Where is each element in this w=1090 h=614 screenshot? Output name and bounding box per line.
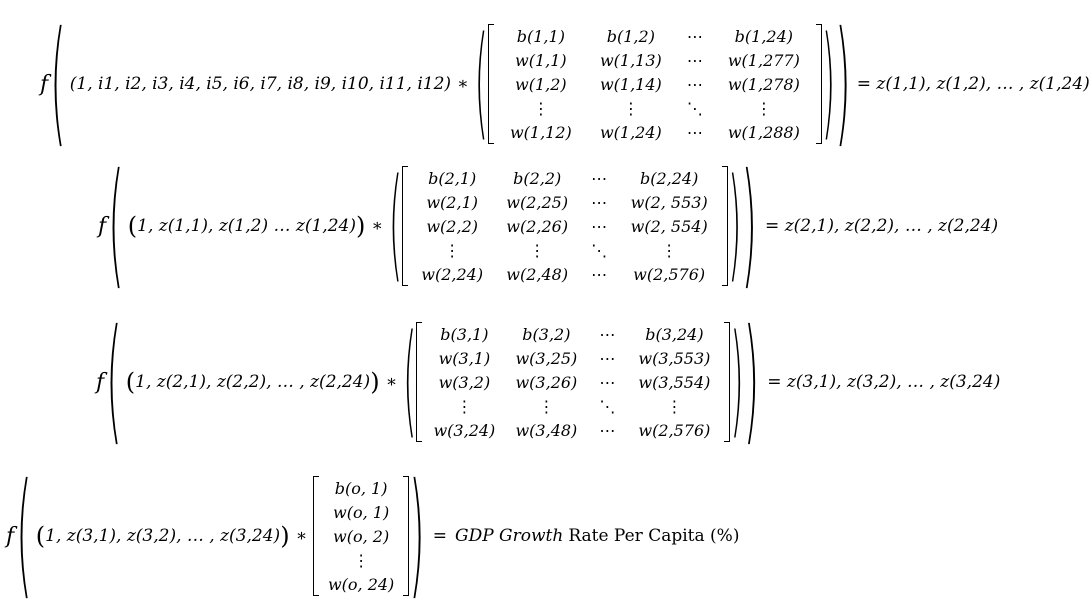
matrix-cell: w(2, 554) xyxy=(630,216,708,236)
matrix-cell: w(o, 1) xyxy=(333,502,390,522)
matrix-cell: w(2,576) xyxy=(638,420,711,440)
matrix-cell: b(2,2) xyxy=(513,168,562,188)
matrix-cell: w(1,24) xyxy=(599,122,662,142)
matrix-cell: w(3,24) xyxy=(433,420,496,440)
vector-left-paren: ( xyxy=(127,212,138,240)
matrix-cell: ⋯ xyxy=(591,264,608,284)
matrix-cell: b(3,2) xyxy=(522,324,571,344)
matrix-cell: w(3,1) xyxy=(438,348,491,368)
matrix-cell: ⋯ xyxy=(599,420,616,440)
matrix-cell: ⋯ xyxy=(686,122,703,142)
matrix-grid xyxy=(319,476,403,596)
weight-matrix xyxy=(402,166,728,286)
matrix-left-paren: ( xyxy=(474,12,488,157)
multiply-operator: ∗ xyxy=(457,74,469,94)
vector-right-paren: ) xyxy=(280,522,290,550)
multiply-operator: ∗ xyxy=(295,526,308,546)
matrix-cell: ⋯ xyxy=(686,74,703,94)
matrix-grid xyxy=(408,166,722,286)
matrix-cell: w(2,1) xyxy=(426,192,478,212)
equation-layer-2 xyxy=(98,147,999,305)
gdp-growth-label: GDP Growth xyxy=(454,526,564,546)
outer-right-paren: ) xyxy=(835,5,851,163)
matrix-cell: ⋯ xyxy=(599,348,616,368)
input-vector: 1, z(1,1), z(1,2) … z(1,24) xyxy=(137,216,356,236)
equals-sign: = xyxy=(432,526,447,546)
matrix-right-paren: ) xyxy=(730,310,744,454)
matrix-cell: w(2,25) xyxy=(506,192,569,212)
matrix-cell: w(1,1) xyxy=(515,50,567,70)
rate-per-capita-label: Rate Per Capita (%) xyxy=(568,526,740,546)
matrix-cell: b(3,1) xyxy=(440,324,489,344)
weight-matrix xyxy=(488,24,822,144)
matrix-grid xyxy=(494,24,816,144)
matrix-cell: ⋯ xyxy=(591,216,608,236)
matrix-cell: w(1,278) xyxy=(727,74,800,94)
matrix-cell: ⋮ xyxy=(661,240,678,260)
matrix-cell: w(1,277) xyxy=(727,50,800,70)
matrix-cell: w(1,14) xyxy=(599,74,662,94)
activation-function: f xyxy=(6,523,15,549)
matrix-cell: w(2,48) xyxy=(506,264,569,284)
input-vector: 1, z(2,1), z(2,2), … , z(2,24) xyxy=(135,372,371,392)
matrix-cell: b(1,2) xyxy=(606,26,655,46)
matrix-cell: ⋯ xyxy=(686,26,703,46)
outer-right-paren: ) xyxy=(741,147,758,305)
matrix-cell: w(2,26) xyxy=(506,216,569,236)
matrix-cell: w(1,2) xyxy=(515,74,567,94)
matrix-cell: w(1,13) xyxy=(599,50,662,70)
matrix-cell: b(1,1) xyxy=(516,26,565,46)
matrix-cell: ⋮ xyxy=(529,240,546,260)
matrix-cell: ⋮ xyxy=(538,396,555,416)
matrix-cell: w(3,25) xyxy=(515,348,578,368)
equation-layer-1 xyxy=(40,5,1090,163)
matrix-cell: ⋯ xyxy=(686,50,703,70)
activation-function: f xyxy=(40,71,49,97)
matrix-cell: ⋮ xyxy=(444,240,461,260)
multiply-operator: ∗ xyxy=(371,216,383,236)
matrix-cell: b(2,24) xyxy=(639,168,699,188)
vector-left-paren: ( xyxy=(125,368,136,396)
matrix-cell: ⋮ xyxy=(755,98,772,118)
output-weight-vector xyxy=(313,476,409,596)
matrix-grid xyxy=(422,322,724,442)
matrix-cell: ⋮ xyxy=(353,550,370,570)
matrix-cell: b(2,1) xyxy=(428,168,477,188)
matrix-cell: ⋯ xyxy=(599,324,616,344)
equation-layer-3 xyxy=(96,303,1001,461)
vector-left-paren: ( xyxy=(35,522,46,550)
layer-output: = z(3,1), z(3,2), … , z(3,24) xyxy=(767,372,1001,392)
vector-right-paren: ) xyxy=(355,212,366,240)
input-vector: 1, z(3,1), z(3,2), … , z(3,24) xyxy=(45,526,281,546)
vector-right-paren: ) xyxy=(370,368,380,396)
layer-output: = z(2,1), z(2,2), … , z(2,24) xyxy=(765,216,999,236)
matrix-cell: ⋱ xyxy=(599,396,616,416)
matrix-cell: ⋯ xyxy=(591,168,608,188)
matrix-left-paren: ( xyxy=(403,310,417,454)
outer-left-paren: ( xyxy=(106,303,122,461)
matrix-cell: w(3,553) xyxy=(638,348,711,368)
matrix-cell: b(3,24) xyxy=(645,324,704,344)
equation-output-layer xyxy=(6,457,740,614)
matrix-cell: ⋮ xyxy=(666,396,683,416)
matrix-cell: b(1,24) xyxy=(734,26,794,46)
layer-output: = z(1,1), z(1,2), … , z(1,24) xyxy=(856,74,1090,94)
outer-left-paren: ( xyxy=(108,147,124,305)
matrix-left-paren: ( xyxy=(388,154,403,298)
matrix-cell: ⋱ xyxy=(591,240,608,260)
activation-function: f xyxy=(98,213,107,239)
matrix-cell: ⋯ xyxy=(599,372,616,392)
outer-left-paren: ( xyxy=(50,5,66,163)
outer-left-paren: ( xyxy=(16,457,32,614)
matrix-right-paren: ) xyxy=(728,154,742,298)
matrix-cell: ⋯ xyxy=(591,192,608,212)
outer-right-paren: ) xyxy=(743,303,760,461)
matrix-cell: b(o, 1) xyxy=(334,478,388,498)
matrix-cell: w(3,554) xyxy=(638,372,711,392)
weight-matrix xyxy=(416,322,730,442)
matrix-cell: w(3,26) xyxy=(515,372,578,392)
matrix-cell: ⋮ xyxy=(622,98,639,118)
input-vector: (1, i1, i2, i3, i4, i5, i6, i7, i8, i9, i10, i11, i12) xyxy=(69,74,452,94)
matrix-cell: ⋮ xyxy=(456,396,473,416)
matrix-cell: w(2, 553) xyxy=(630,192,708,212)
matrix-cell: w(o, 2) xyxy=(333,526,390,546)
matrix-cell: w(1,12) xyxy=(509,122,572,142)
matrix-cell: w(2,2) xyxy=(426,216,478,236)
matrix-cell: w(2,24) xyxy=(421,264,484,284)
activation-function: f xyxy=(96,369,105,395)
matrix-cell: w(2,576) xyxy=(633,264,706,284)
outer-right-paren: ) xyxy=(409,457,425,614)
matrix-cell: ⋮ xyxy=(532,98,549,118)
multiply-operator: ∗ xyxy=(385,372,398,392)
matrix-cell: w(1,288) xyxy=(727,122,800,142)
matrix-cell: ⋱ xyxy=(686,98,703,118)
matrix-cell: w(3,48) xyxy=(515,420,578,440)
matrix-right-paren: ) xyxy=(821,12,836,157)
matrix-cell: w(3,2) xyxy=(438,372,491,392)
matrix-cell: w(o, 24) xyxy=(327,574,395,594)
